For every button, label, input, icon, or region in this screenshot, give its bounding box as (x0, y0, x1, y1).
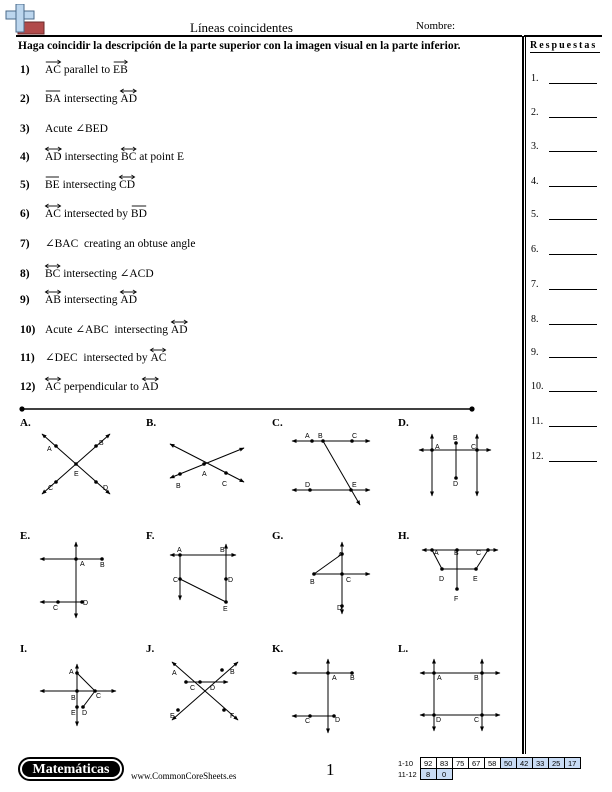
header-rule (16, 35, 522, 37)
question-text: Acute ∠BED (45, 123, 108, 135)
geometry-symbol (142, 381, 159, 393)
question-row (20, 350, 166, 364)
figure-label: D. (398, 417, 409, 429)
svg-text:A: A (437, 675, 442, 682)
answer-number: 4. (531, 176, 539, 187)
figure-j (168, 658, 248, 723)
answer-row (531, 176, 601, 187)
ray-overbar-icon (45, 59, 61, 65)
instructions: Haga coincidir la descripción de la parte superior con la imagen visual en la parte inferior. (18, 40, 461, 52)
symbol-letters: AB (45, 294, 61, 306)
question-number: 12) (20, 381, 36, 393)
score-cell: 0 (436, 769, 452, 780)
question-row (20, 266, 154, 280)
svg-text:B: B (318, 433, 323, 440)
question-number: 10) (20, 324, 36, 336)
symbol-letters: BE (45, 179, 60, 191)
question-row (20, 208, 147, 220)
line-overbar-icon (121, 146, 136, 152)
answer-blank[interactable] (549, 83, 597, 84)
site-url: www.CommonCoreSheets.es (131, 771, 237, 781)
question-number: 4) (20, 151, 30, 163)
svg-text:A: A (172, 670, 177, 677)
svg-text:C: C (53, 605, 59, 612)
svg-text:D: D (337, 605, 343, 612)
symbol-letters: BC (45, 268, 61, 280)
geometry-symbol (131, 208, 147, 220)
score-row-label: 11-12 (398, 769, 417, 779)
question-text: ∠BAC creating an obtuse angle (45, 238, 196, 250)
figure-label: A. (20, 417, 31, 429)
question-row (20, 93, 137, 105)
separator-segment (18, 403, 476, 415)
svg-text:B: B (100, 562, 105, 569)
svg-text:D: D (103, 485, 109, 492)
svg-text:D: D (436, 717, 442, 724)
name-label: Nombre: (416, 20, 456, 32)
svg-text:C: C (96, 693, 102, 700)
question-text: intersecting (59, 179, 120, 191)
line-overbar-icon (119, 174, 135, 180)
answer-blank[interactable] (549, 117, 597, 118)
symbol-letters: EB (113, 64, 128, 76)
answer-number: 10. (531, 381, 544, 392)
svg-text:C: C (471, 444, 477, 451)
segment-overbar-icon (45, 88, 61, 94)
question-text: Acute ∠ABC intersecting (45, 324, 171, 336)
svg-text:A: A (80, 561, 85, 568)
answer-row (531, 381, 601, 392)
geometry-symbol (120, 294, 137, 306)
symbol-letters: AD (120, 93, 138, 105)
svg-text:C: C (474, 717, 480, 724)
symbol-letters: CD (119, 179, 136, 191)
line-overbar-icon (171, 319, 188, 325)
figure-label: B. (146, 417, 157, 429)
line-overbar-icon (45, 146, 62, 152)
svg-text:B: B (454, 550, 459, 557)
question-row (20, 64, 128, 76)
answer-blank[interactable] (549, 357, 597, 358)
answer-number: 3. (531, 141, 539, 152)
logo-icon (4, 4, 56, 38)
answer-number: 11. (531, 416, 544, 427)
line-overbar-icon (45, 376, 61, 382)
answer-blank[interactable] (549, 324, 597, 325)
figure-f (160, 540, 245, 615)
score-cell: 92 (420, 758, 436, 769)
ray-overbar-icon (113, 59, 128, 65)
question-row (20, 179, 135, 191)
answer-row (531, 73, 601, 84)
svg-text:F: F (230, 713, 235, 720)
geometry-symbol (45, 381, 61, 393)
svg-text:A: A (435, 444, 440, 451)
svg-text:D: D (228, 577, 234, 584)
score-row (396, 758, 580, 769)
figure-i (38, 660, 118, 730)
score-cell: 33 (532, 758, 548, 769)
svg-text:D: D (305, 482, 311, 489)
score-table (396, 757, 581, 780)
geometry-symbol (45, 208, 61, 220)
svg-text:C: C (222, 481, 228, 488)
symbol-letters: BC (121, 151, 137, 163)
svg-text:A: A (338, 552, 343, 559)
score-row (396, 769, 580, 780)
answer-blank[interactable] (549, 219, 597, 220)
symbol-letters: AC (45, 381, 61, 393)
svg-text:B: B (350, 675, 355, 682)
score-cell: 58 (484, 758, 500, 769)
answer-row (531, 314, 601, 325)
line-overbar-icon (120, 289, 137, 295)
score-cell: 83 (436, 758, 452, 769)
answer-row (531, 107, 601, 118)
geometry-symbol (45, 179, 60, 191)
symbol-letters: BD (130, 208, 147, 220)
question-text: perpendicular to (60, 381, 142, 393)
answer-blank[interactable] (549, 391, 597, 392)
answer-number: 8. (531, 314, 539, 325)
answer-row (531, 209, 601, 220)
svg-text:B: B (71, 695, 76, 702)
segment-overbar-icon (45, 174, 60, 180)
symbol-letters: AC (45, 208, 61, 220)
answers-heading: Respuestas (530, 40, 598, 51)
answer-blank[interactable] (549, 254, 597, 255)
svg-text:F: F (454, 596, 459, 603)
answer-blank[interactable] (549, 151, 597, 152)
question-row (20, 121, 108, 135)
svg-text:A: A (69, 669, 74, 676)
answer-row (531, 244, 601, 255)
question-number: 11) (20, 352, 35, 364)
answer-number: 1. (531, 73, 539, 84)
svg-text:D: D (439, 576, 445, 583)
svg-text:A: A (305, 433, 310, 440)
answer-number: 5. (531, 209, 539, 220)
question-number: 6) (20, 208, 30, 220)
svg-text:C: C (190, 685, 196, 692)
svg-text:A: A (47, 446, 52, 453)
svg-text:A: A (202, 471, 207, 478)
svg-text:C: C (476, 550, 482, 557)
question-number: 9) (20, 294, 30, 306)
answer-row (531, 416, 601, 427)
symbol-letters: AD (120, 294, 138, 306)
answer-number: 2. (531, 107, 539, 118)
question-text: intersected by (60, 208, 131, 220)
svg-text:B: B (453, 435, 458, 442)
page-title: Líneas coincidentes (190, 20, 293, 35)
figure-c (288, 430, 378, 510)
score-cell: 50 (500, 758, 516, 769)
score-cell: 42 (516, 758, 532, 769)
line-overbar-icon (45, 263, 60, 269)
answers-heading-underline (530, 52, 600, 53)
svg-text:A: A (434, 550, 439, 557)
geometry-symbol (45, 151, 62, 163)
figure-label: F. (146, 530, 155, 542)
figure-b (160, 430, 260, 495)
brand-badge (18, 757, 124, 781)
svg-text:E: E (170, 713, 175, 720)
geometry-symbol (45, 294, 61, 306)
answer-row (531, 347, 601, 358)
symbol-letters: AD (141, 381, 159, 393)
answer-number: 9. (531, 347, 539, 358)
geometry-symbol (45, 93, 61, 105)
answer-row (531, 451, 601, 462)
figure-label: J. (146, 643, 155, 655)
question-number: 8) (20, 268, 30, 280)
svg-text:D: D (453, 481, 459, 488)
answer-number: 12. (531, 451, 544, 462)
question-text: intersecting (60, 294, 121, 306)
question-text: intersecting (60, 93, 121, 105)
svg-text:E: E (473, 576, 478, 583)
segment-overbar-icon (131, 203, 147, 209)
svg-text:C: C (48, 485, 54, 492)
figure-label: E. (20, 530, 31, 542)
figure-h (418, 540, 503, 605)
svg-text:E: E (352, 482, 357, 489)
header-rule-right (524, 35, 602, 37)
geometry-symbol (120, 93, 137, 105)
svg-text:C: C (346, 577, 352, 584)
svg-text:D: D (210, 685, 216, 692)
score-cell: 75 (452, 758, 468, 769)
answer-row (531, 279, 601, 290)
figure-d (415, 430, 495, 500)
svg-text:C: C (305, 718, 311, 725)
svg-text:A: A (177, 547, 182, 554)
svg-text:B: B (310, 579, 315, 586)
figure-label: K. (272, 643, 284, 655)
line-overbar-icon (45, 289, 61, 295)
geometry-symbol (45, 268, 60, 280)
question-text: intersecting (61, 151, 122, 163)
line-overbar-icon (150, 347, 166, 353)
score-cell: 25 (548, 758, 564, 769)
figure-label: C. (272, 417, 283, 429)
svg-text:E: E (223, 606, 228, 613)
geometry-symbol (45, 64, 61, 76)
svg-text:A: A (332, 675, 337, 682)
figure-l (418, 655, 503, 735)
symbol-letters: AC (150, 352, 167, 364)
question-number: 3) (20, 123, 30, 135)
svg-text:B: B (220, 547, 225, 554)
svg-text:C: C (173, 577, 179, 584)
question-number: 5) (20, 179, 30, 191)
figure-label: H. (398, 530, 410, 542)
divider (522, 36, 524, 754)
figure-a (30, 428, 130, 498)
page-number: 1 (326, 760, 335, 779)
answer-number: 7. (531, 279, 539, 290)
svg-text:C: C (352, 433, 358, 440)
score-cell: 8 (420, 769, 436, 780)
svg-text:D: D (83, 600, 89, 607)
symbol-letters: BA (45, 93, 61, 105)
question-row (20, 151, 184, 163)
question-number: 2) (20, 93, 30, 105)
svg-text:D: D (82, 710, 88, 717)
symbol-letters: AD (45, 151, 62, 163)
svg-text:D: D (335, 717, 341, 724)
svg-text:B: B (99, 440, 104, 447)
svg-text:B: B (176, 483, 181, 490)
geometry-symbol (121, 151, 136, 163)
answer-number: 6. (531, 244, 539, 255)
svg-text:B: B (474, 675, 479, 682)
svg-text:B: B (230, 669, 235, 676)
figure-g (296, 538, 376, 618)
geometry-symbol (171, 324, 188, 336)
figure-label: G. (272, 530, 284, 542)
question-row (20, 294, 137, 306)
svg-text:E: E (74, 471, 79, 478)
line-overbar-icon (142, 376, 159, 382)
geometry-symbol (150, 352, 166, 364)
question-text: intersecting ∠ACD (60, 268, 154, 280)
geometry-symbol (119, 179, 135, 191)
answer-blank[interactable] (549, 426, 597, 427)
question-text: at point E (136, 151, 184, 163)
score-row-label: 1-10 (398, 758, 414, 768)
symbol-letters: AD (170, 324, 188, 336)
figure-label: I. (20, 643, 28, 655)
question-text: parallel to (60, 64, 114, 76)
question-number: 1) (20, 64, 30, 76)
score-cell: 17 (564, 758, 580, 769)
answer-blank[interactable] (549, 461, 597, 462)
line-overbar-icon (120, 88, 137, 94)
question-number: 7) (20, 238, 30, 250)
answer-row (531, 141, 601, 152)
figure-e (38, 538, 118, 623)
geometry-symbol (113, 64, 128, 76)
symbol-letters: AC (45, 64, 61, 76)
svg-text:E: E (71, 710, 76, 717)
line-overbar-icon (45, 203, 61, 209)
answer-blank[interactable] (549, 289, 597, 290)
divider-inner (525, 36, 526, 754)
answer-blank[interactable] (549, 186, 597, 187)
question-row (20, 236, 195, 250)
question-row (20, 381, 158, 393)
figure-label: L. (398, 643, 409, 655)
question-text: ∠DEC intersected by (45, 352, 151, 364)
figure-k (290, 655, 370, 735)
question-row (20, 322, 188, 336)
brand-label: Matemáticas (22, 761, 120, 777)
score-cell: 67 (468, 758, 484, 769)
